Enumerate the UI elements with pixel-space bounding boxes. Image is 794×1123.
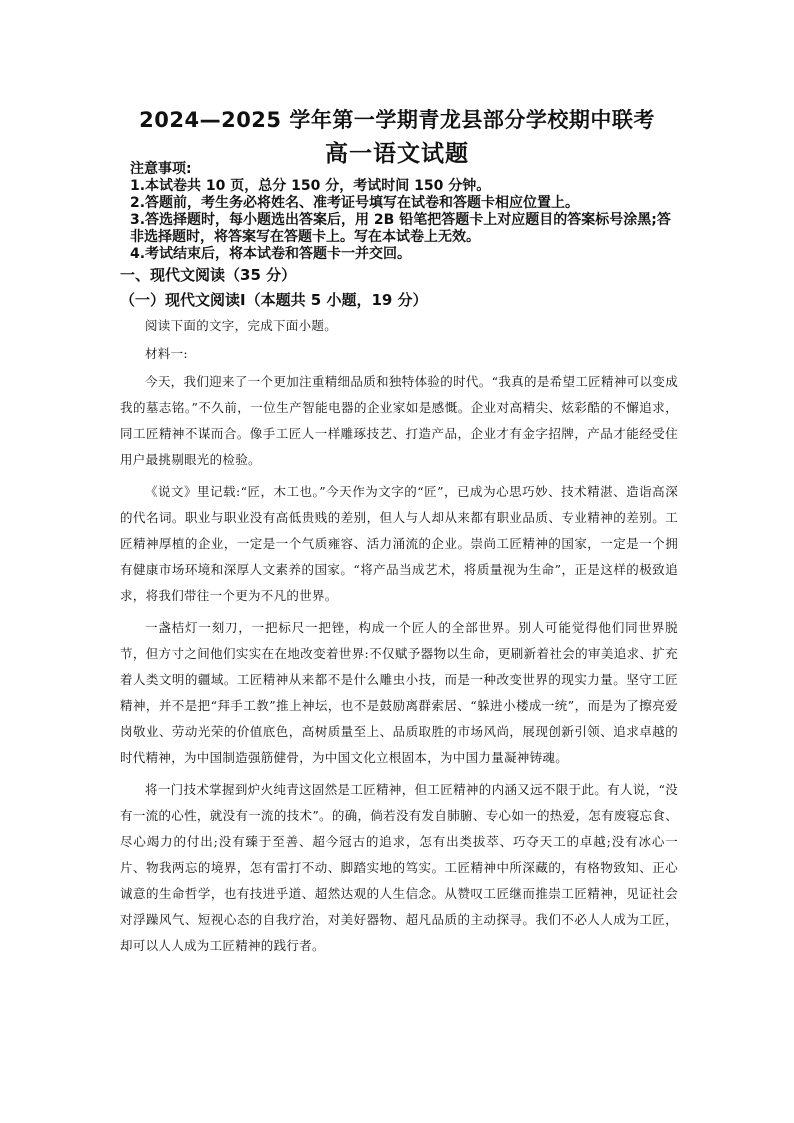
notice-item-1: 1.本试卷共 10 页，总分 150 分，考试时间 150 分钟。 [130,178,491,194]
passage-paragraph-2: 《说文》里记载:“匠，木工也。”今天作为文字的“匠”，已成为心思巧妙、技术精湛、造诣高深的代名词。职业与职业没有高低贵贱的差别，但人与人却从来都有职业品质、专业精神的差别。工匠精神厚植的企业，一定是一个气质雍容、活力涌流的企业。崇尚工匠精神的国家，一定是一个拥有健康市场环境和深厚人文素养的国家。“将产品当成艺术，将质量视为生命”，正是这样的极致追求，将我们带往一个更为不凡的世界。 [120,484,678,603]
subsection-heading-reading-1: （一）现代文阅读Ⅰ（本题共 5 小题，19 分） [120,291,428,309]
notice-item-3: 3.答选择题时，每小题选出答案后，用 2B 铅笔把答题卡上对应题目的答案标号涂黑;答非选择题时，将答案写在答题卡上。写在本试卷上无效。 [130,212,671,245]
exam-subtitle: 高一语文试题 [325,141,469,167]
exam-title: 2024—2025 学年第一学期青龙县部分学校期中联考 [139,108,655,132]
notice-item-4: 4.考试结束后，将本试卷和答题卡一并交回。 [130,246,412,262]
section-heading-modern-reading: 一、现代文阅读（35 分） [120,266,297,284]
material-label: 材料一: [145,346,188,361]
notice-heading: 注意事项: [130,161,192,177]
passage-instruction: 阅读下面的文字，完成下面小题。 [145,318,338,333]
passage-paragraph-4: 将一门技术掌握到炉火纯青这固然是工匠精神，但工匠精神的内涵又远不限于此。有人说，“没有一流的心性，就没有一流的技术”。的确，倘若没有发自肺腑、专心如一的热爱，怎有废寝忘食、尽心竭力的付出;没有臻于至善、超今冠古的追求，怎有出类拔萃、巧夺天工的卓越;没有冰心一片、物我两忘的境界，怎有雷打不动、脚踏实地的笃实。工匠精神中所深藏的，有格物致知、正心诚意的生命哲学，也有技进乎道、超然达观的人生信念。从赞叹工匠继而推崇工匠精神，见证社会对浮躁风气、短视心态的自我疗治，对美好器物、超凡品质的主动探寻。我们不必人人成为工匠，却可以人人成为工匠精神的践行者。 [120,782,678,953]
passage-paragraph-1: 今天，我们迎来了一个更加注重精细品质和独特体验的时代。“我真的是希望工匠精神可以变成我的墓志铭。”不久前，一位生产智能电器的企业家如是感慨。企业对高精尖、炫彩酷的不懈追求，同工匠精神不谋而合。像手工匠人一样雕琢技艺、打造产品，企业才有金字招牌，产品才能经受住用户最挑剔眼光的检验。 [120,374,678,467]
notice-item-2: 2.答题前，考生务必将姓名、准考证号填写在试卷和答题卡相应位置上。 [130,195,580,211]
reading-passage [120,313,678,965]
passage-paragraph-3: 一盏桔灯一刻刀，一把标尺一把锉，构成一个匠人的全部世界。别人可能觉得他们同世界脱节，但方寸之间他们实实在在地改变着世界:不仅赋予器物以生命，更刷新着社会的审美追求、扩充着人类文明的疆域。工匠精神从来都不是什么雕虫小技，而是一种改变世界的现实力量。坚守工匠精神，并不是把“拜手工教”推上神坛，也不是鼓励离群索居、“躲进小楼成一统”，而是为了擦亮爱岗敬业、劳动光荣的价值底色，高树质量至上、品质取胜的市场风尚，展现创新引领、追求卓越的时代精神，为中国制造强筋健骨，为中国文化立根固本，为中国力量凝神铸魂。 [120,620,678,765]
notice-block [120,161,680,263]
